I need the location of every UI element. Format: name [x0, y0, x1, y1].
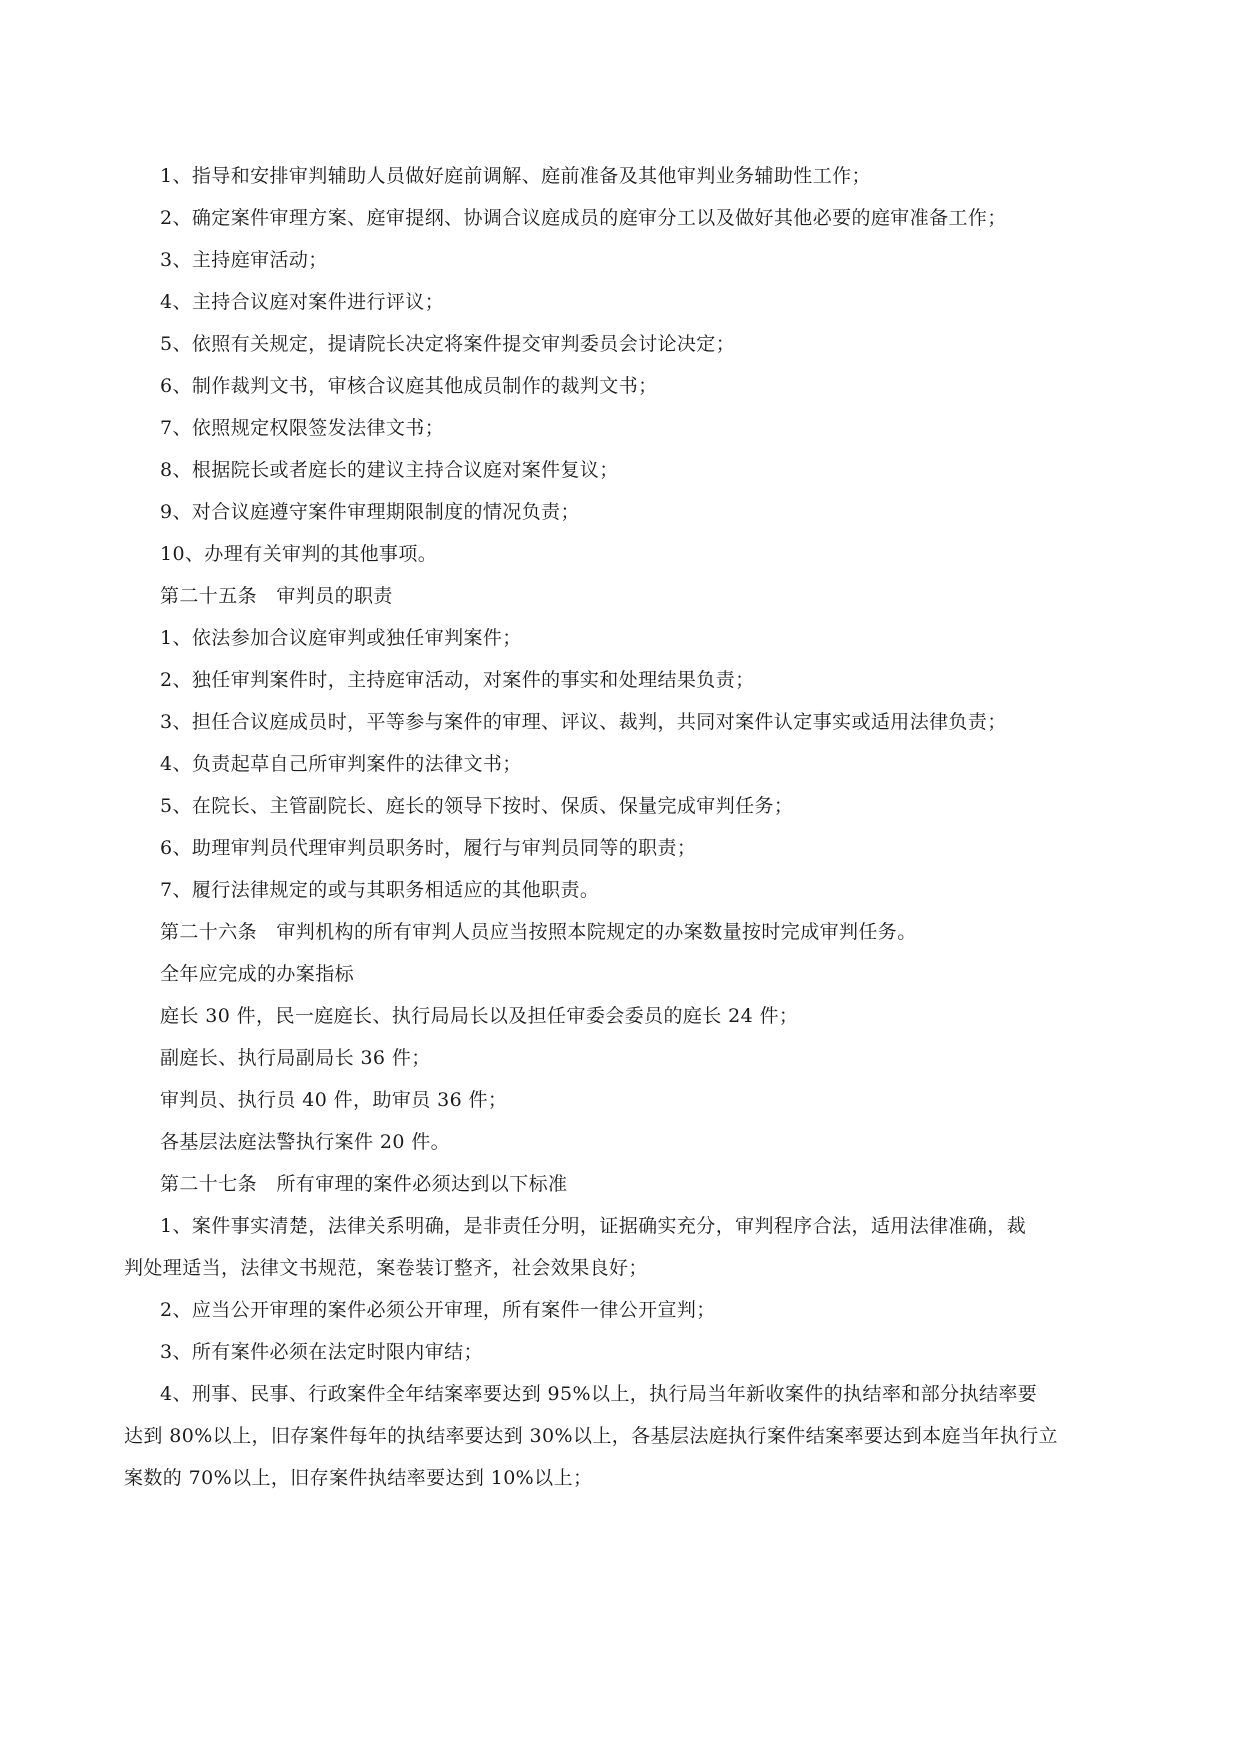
paragraph: 2、独任审判案件时，主持庭审活动，对案件的事实和处理结果负责； — [160, 669, 755, 691]
paragraph: 10、办理有关审判的其他事项。 — [160, 543, 438, 565]
paragraph: 全年应完成的办案指标 — [160, 963, 355, 985]
paragraph: 3、主持庭审活动； — [160, 249, 328, 271]
paragraph: 2、确定案件审理方案、庭审提纲、协调合议庭成员的庭审分工以及做好其他必要的庭审准备工作； — [160, 207, 1007, 229]
paragraph-continuation: 判处理适当，法律文书规范，案卷装订整齐，社会效果良好； — [124, 1257, 648, 1279]
paragraph: 2、应当公开审理的案件必须公开审理，所有案件一律公开宣判； — [160, 1299, 716, 1321]
paragraph: 5、在院长、主管副院长、庭长的领导下按时、保质、保量完成审判任务； — [160, 795, 794, 817]
paragraph: 1、指导和安排审判辅助人员做好庭前调解、庭前准备及其他审判业务辅助性工作； — [160, 165, 871, 187]
paragraph: 7、履行法律规定的或与其职务相适应的其他职责。 — [160, 879, 600, 901]
paragraph-continuation: 达到 80%以上，旧存案件每年的执结率要达到 30%以上，各基层法庭执行案件结案率要达到本庭当年执行立 — [124, 1425, 1058, 1447]
article-heading: 第二十五条 审判员的职责 — [160, 585, 393, 607]
article-heading: 第二十七条 所有审理的案件必须达到以下标准 — [160, 1173, 568, 1195]
article-heading: 第二十六条 审判机构的所有审判人员应当按照本院规定的办案数量按时完成审判任务。 — [160, 921, 917, 943]
paragraph: 3、担任合议庭成员时，平等参与案件的审理、评议、裁判，共同对案件认定事实或适用法律负责； — [160, 711, 1007, 733]
paragraph: 4、刑事、民事、行政案件全年结案率要达到 95%以上，执行局当年新收案件的执结率和部分执结率要 — [160, 1383, 1038, 1405]
paragraph: 3、所有案件必须在法定时限内审结； — [160, 1341, 483, 1363]
paragraph: 4、负责起草自己所审判案件的法律文书； — [160, 753, 522, 775]
paragraph: 8、根据院长或者庭长的建议主持合议庭对案件复议； — [160, 459, 619, 481]
paragraph: 庭长 30 件，民一庭庭长、执行局局长以及担任审委会委员的庭长 24 件； — [160, 1005, 799, 1027]
paragraph: 1、依法参加合议庭审判或独任审判案件； — [160, 627, 522, 649]
paragraph: 6、制作裁判文书，审核合议庭其他成员制作的裁判文书； — [160, 375, 658, 397]
paragraph: 1、案件事实清楚，法律关系明确，是非责任分明，证据确实充分，审判程序合法，适用法律准确，裁 — [160, 1215, 1027, 1237]
paragraph: 4、主持合议庭对案件进行评议； — [160, 291, 445, 313]
paragraph: 副庭长、执行局副局长 36 件； — [160, 1047, 431, 1069]
paragraph: 各基层法庭法警执行案件 20 件。 — [160, 1131, 451, 1153]
paragraph: 审判员、执行员 40 件，助审员 36 件； — [160, 1089, 508, 1111]
paragraph: 6、助理审判员代理审判员职务时，履行与审判员同等的职责； — [160, 837, 697, 859]
paragraph-continuation: 案数的 70%以上，旧存案件执结率要达到 10%以上； — [124, 1467, 593, 1489]
paragraph: 9、对合议庭遵守案件审理期限制度的情况负责； — [160, 501, 580, 523]
paragraph: 7、依照规定权限签发法律文书； — [160, 417, 445, 439]
paragraph: 5、依照有关规定，提请院长决定将案件提交审判委员会讨论决定； — [160, 333, 736, 355]
